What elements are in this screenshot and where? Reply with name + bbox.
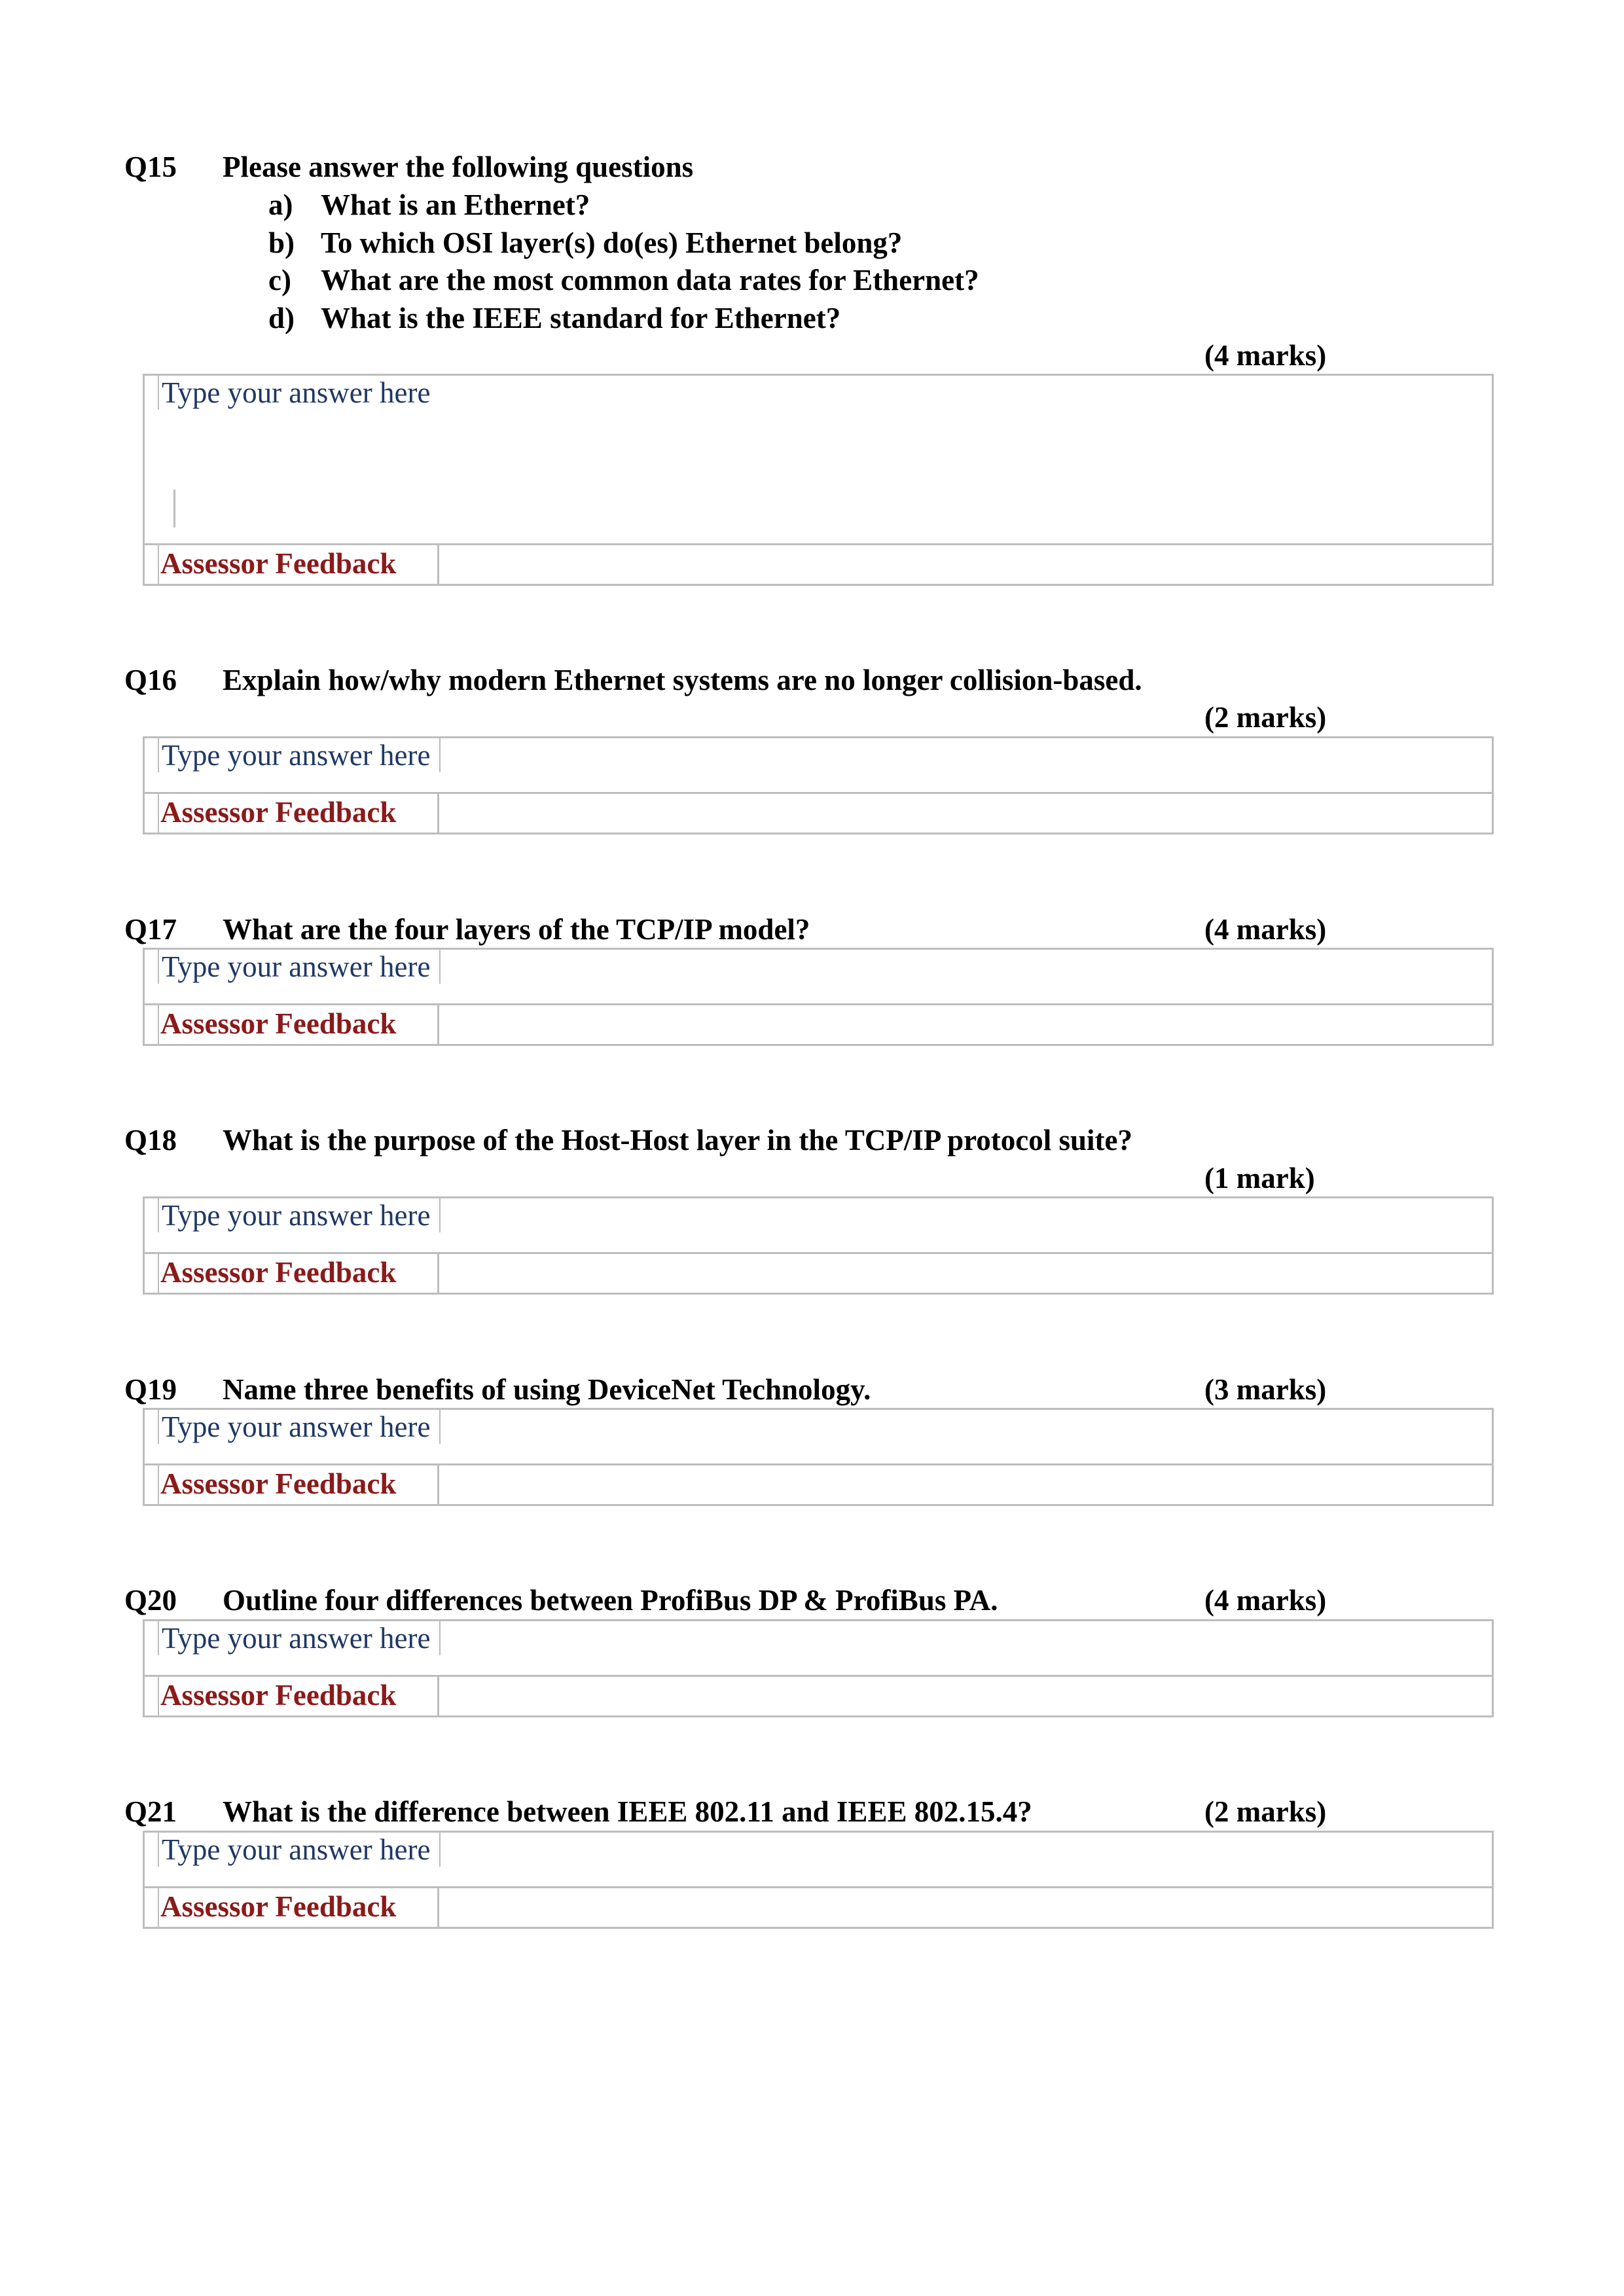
- feedback-row-q18: [143, 1254, 1494, 1295]
- question-number: Q16: [124, 664, 177, 696]
- feedback-row-q16: [143, 794, 1494, 834]
- question-number: Q19: [124, 1373, 177, 1406]
- answer-input[interactable]: Type your answer here: [158, 1198, 441, 1232]
- question-text: What is the purpose of the Host-Host layer in the TCP/IP protocol suite?: [223, 1124, 1133, 1157]
- answer-box-q20[interactable]: [143, 1619, 1494, 1677]
- answer-box-q16[interactable]: [143, 736, 1494, 794]
- text-cursor: [173, 490, 175, 528]
- sub-question-letter: d): [268, 302, 295, 334]
- feedback-row-q19: [143, 1465, 1494, 1506]
- question-number: Q15: [124, 151, 177, 183]
- question-text: Please answer the following questions: [223, 151, 694, 183]
- question-marks: (1 mark): [1204, 1162, 1315, 1194]
- answer-box-q19[interactable]: [143, 1408, 1494, 1465]
- assessor-feedback-label: Assessor Feedback: [158, 1254, 439, 1293]
- answer-box-q15[interactable]: [143, 374, 1494, 545]
- assessor-feedback-label: Assessor Feedback: [158, 1465, 439, 1504]
- question-marks: (2 marks): [1204, 1795, 1327, 1828]
- question-text: Explain how/why modern Ethernet systems are no longer collision-based.: [223, 664, 1142, 696]
- question-marks: (4 marks): [1204, 913, 1327, 946]
- feedback-row-q20: [143, 1677, 1494, 1717]
- sub-question-letter: b): [268, 226, 295, 259]
- answer-box-q21[interactable]: [143, 1831, 1494, 1888]
- question-text: Name three benefits of using DeviceNet Technology.: [223, 1373, 871, 1406]
- sub-question-letter: a): [268, 188, 293, 221]
- sub-question-c: [268, 261, 979, 299]
- feedback-row-q15: [143, 545, 1494, 586]
- answer-input[interactable]: Type your answer here: [158, 1833, 441, 1867]
- assessor-feedback-label: Assessor Feedback: [158, 1677, 439, 1715]
- sub-question-a: [268, 186, 590, 224]
- assessor-feedback-label: Assessor Feedback: [158, 545, 439, 584]
- question-number: Q20: [124, 1584, 177, 1617]
- sub-question-d: [268, 299, 840, 337]
- feedback-row-q17: [143, 1005, 1494, 1046]
- answer-input[interactable]: Type your answer here: [158, 950, 441, 984]
- question-number: Q21: [124, 1795, 177, 1828]
- answer-input[interactable]: Type your answer here: [158, 1410, 441, 1444]
- question-marks: (4 marks): [1204, 339, 1327, 372]
- answer-input[interactable]: Type your answer here: [158, 376, 439, 410]
- sub-question-b: [268, 224, 902, 262]
- question-number: Q17: [124, 913, 177, 946]
- sub-question-text: To which OSI layer(s) do(es) Ethernet belong?: [321, 226, 903, 259]
- question-text: What are the four layers of the TCP/IP model?: [223, 913, 810, 946]
- answer-box-q18[interactable]: [143, 1196, 1494, 1254]
- question-text: Outline four differences between ProfiBus DP & ProfiBus PA.: [223, 1584, 998, 1617]
- answer-input[interactable]: Type your answer here: [158, 1621, 441, 1655]
- answer-box-q17[interactable]: [143, 948, 1494, 1005]
- assessor-feedback-label: Assessor Feedback: [158, 1888, 439, 1927]
- question-number: Q18: [124, 1124, 177, 1157]
- question-text: What is the difference between IEEE 802.11 and IEEE 802.15.4?: [223, 1795, 1032, 1828]
- answer-input[interactable]: Type your answer here: [158, 738, 441, 772]
- sub-question-text: What is the IEEE standard for Ethernet?: [321, 302, 841, 334]
- feedback-row-q21: [143, 1888, 1494, 1929]
- sub-question-letter: c): [268, 264, 291, 296]
- question-marks: (2 marks): [1204, 701, 1327, 734]
- sub-question-text: What is an Ethernet?: [321, 188, 590, 221]
- assessor-feedback-label: Assessor Feedback: [158, 1005, 439, 1044]
- assessor-feedback-label: Assessor Feedback: [158, 794, 439, 833]
- sub-question-text: What are the most common data rates for Ethernet?: [321, 264, 979, 296]
- question-marks: (3 marks): [1204, 1373, 1327, 1406]
- question-marks: (4 marks): [1204, 1584, 1327, 1617]
